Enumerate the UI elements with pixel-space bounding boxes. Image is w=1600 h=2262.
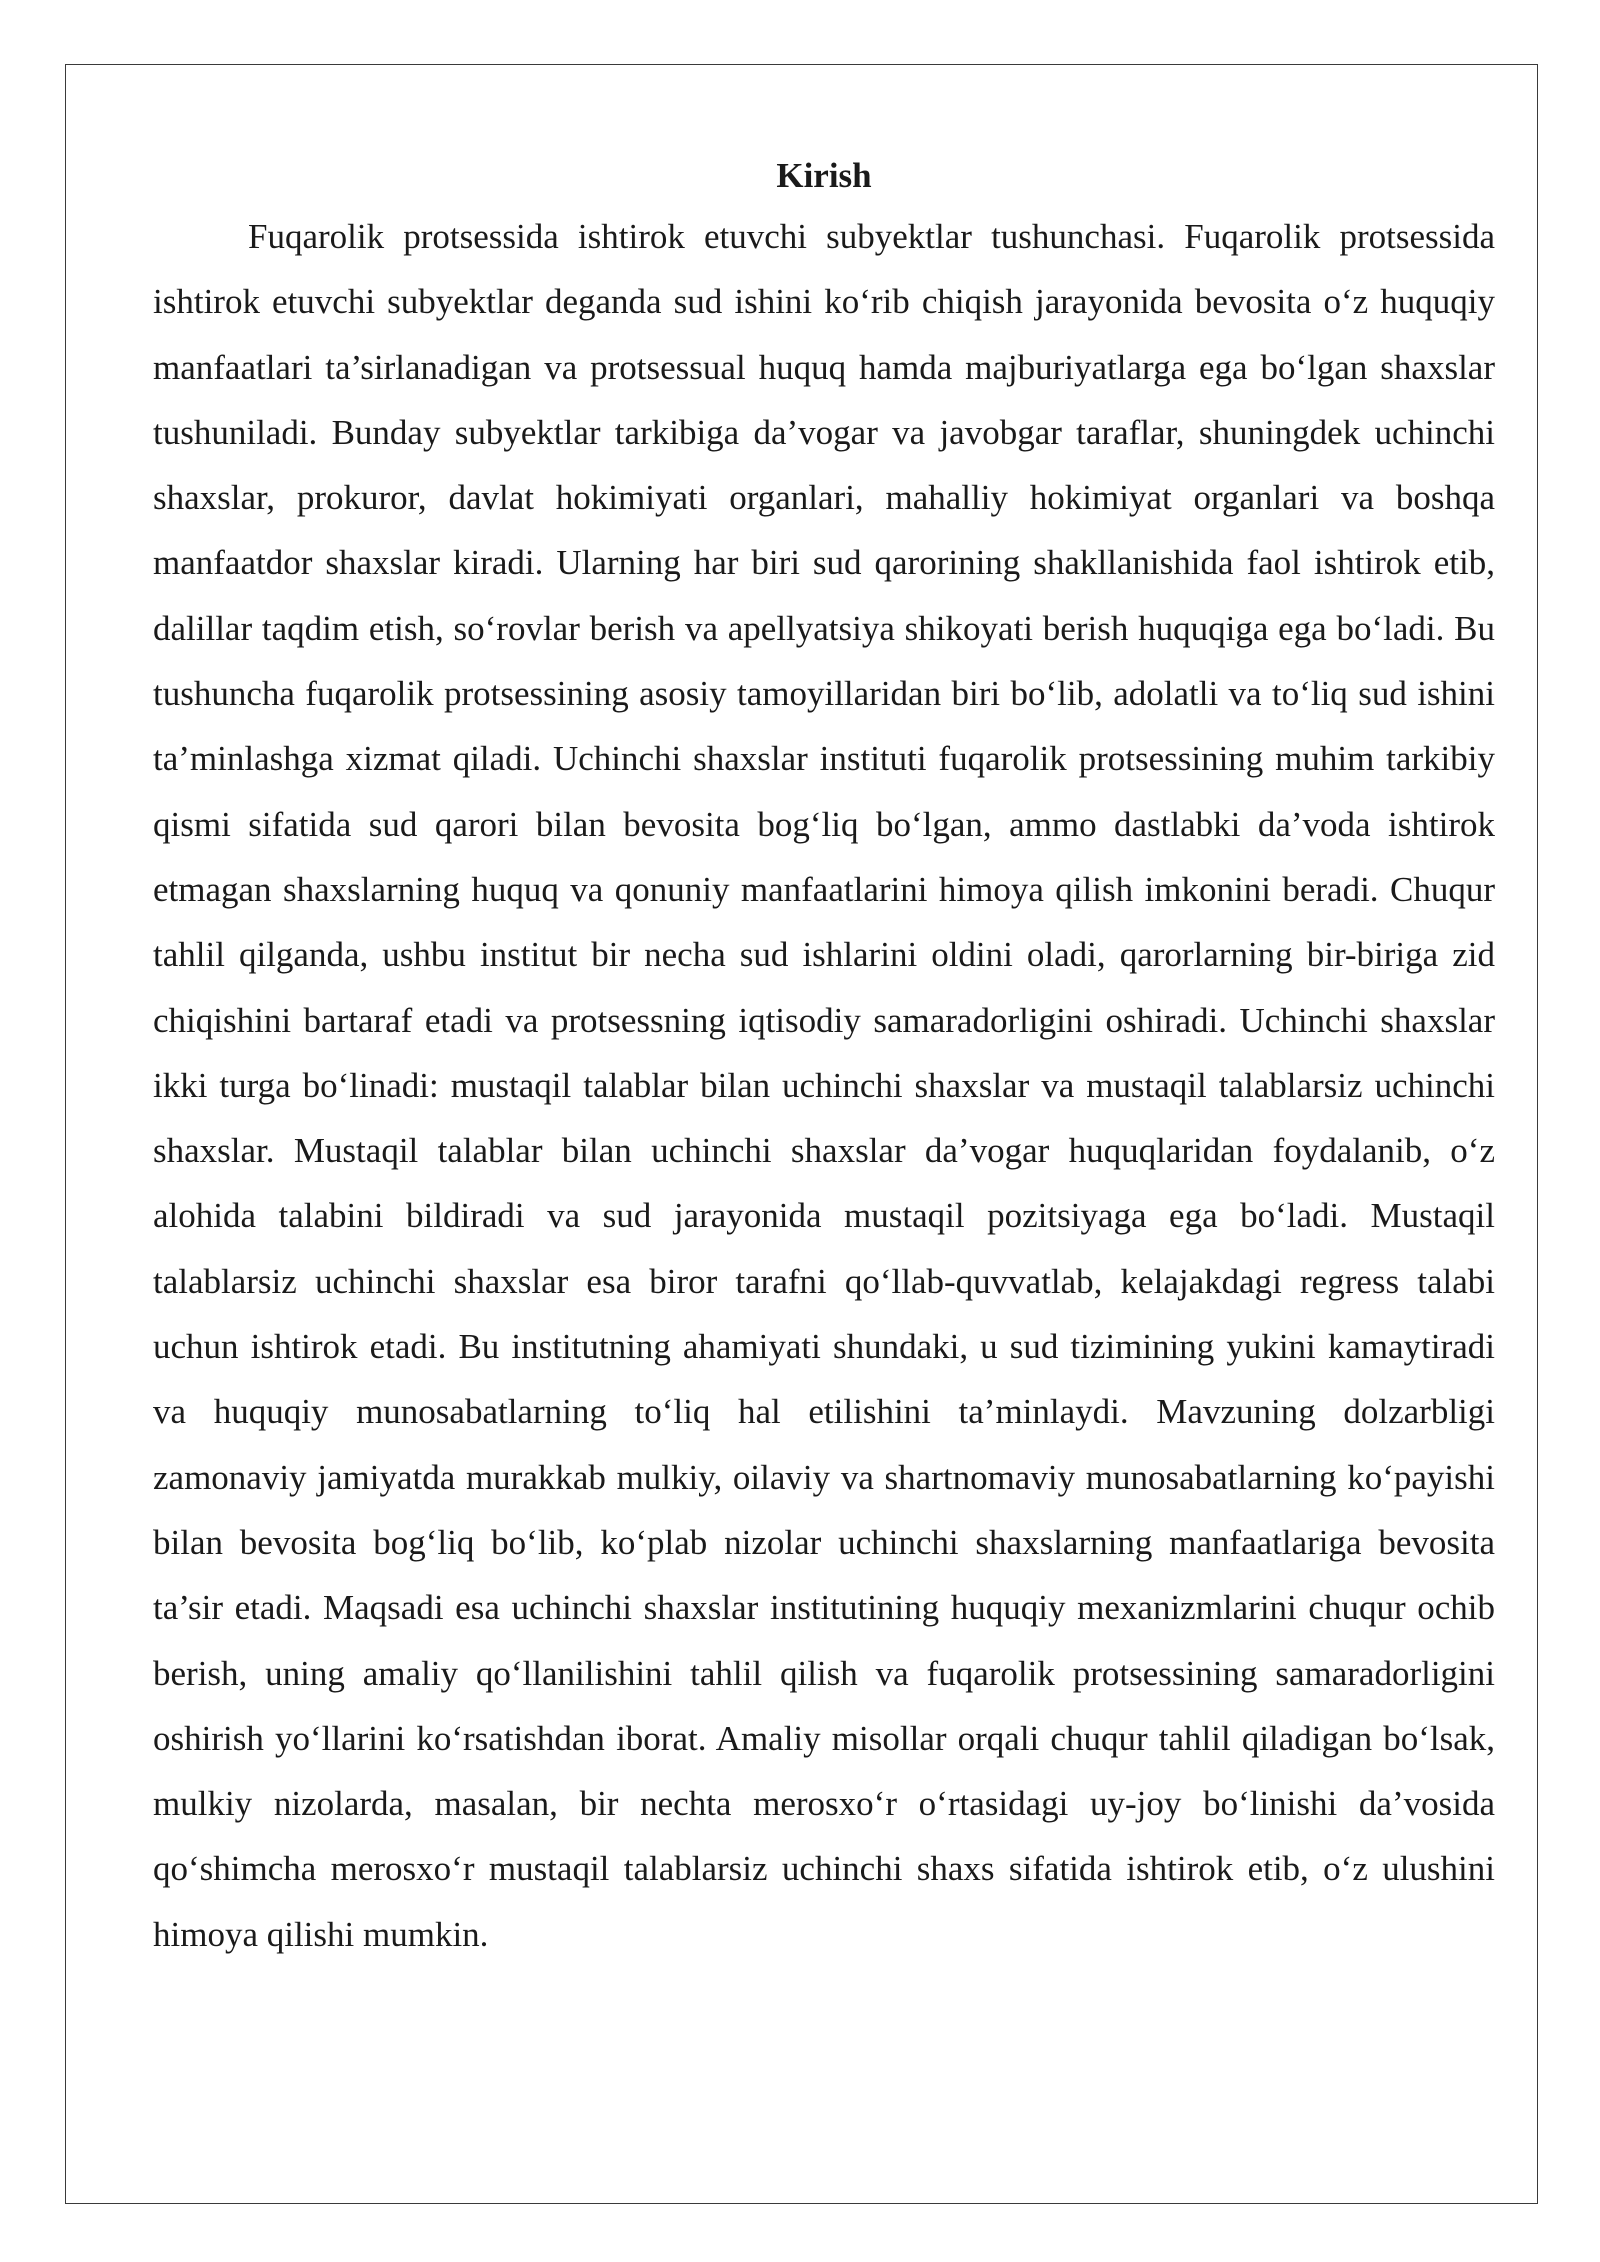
document-content xyxy=(153,148,1495,1967)
section-title: Kirish xyxy=(776,156,872,195)
body-paragraph: Fuqarolik protsessida ishtirok etuvchi subyektlar tushunchasi. Fuqarolik protsessida ishtirok etuvchi subyektlar deganda sud ishini ko‘rib chiqish jarayonida bevosita o‘z huquqiy manfaatlari ta’sirlanadigan va protsessual huquq hamda majburiyatlarga ega bo‘lgan shaxslar tushuniladi. Bunday subyektlar tarkibiga da’vogar va javobgar taraflar, shuningdek uchinchi shaxslar, prokuror, davlat hokimiyati organlari, mahalliy hokimiyat organlari va boshqa manfaatdor shaxslar kiradi. Ularning har biri sud qarorining shakllanishida faol ishtirok etib, dalillar taqdim etish, so‘rovlar berish va apellyatsiya shikoyati berish huquqiga ega bo‘ladi. Bu tushuncha fuqarolik protsessining asosiy tamoyillaridan biri bo‘lib, adolatli va to‘liq sud ishini ta’minlashga xizmat qiladi. Uchinchi shaxslar instituti fuqarolik protsessining muhim tarkibiy qismi sifatida sud qarori bilan bevosita bog‘liq bo‘lgan, ammo dastlabki da’voda ishtirok etmagan shaxslarning huquq va qonuniy manfaatlarini himoya qilish imkonini beradi. Chuqur tahlil qilganda, ushbu institut bir necha sud ishlarini oldini oladi, qarorlarning bir-biriga zid chiqishini bartaraf etadi va protsessning iqtisodiy samaradorligini oshiradi. Uchinchi shaxslar ikki turga bo‘linadi: mustaqil talablar bilan uchinchi shaxslar va mustaqil talablarsiz uchinchi shaxslar. Mustaqil talablar bilan uchinchi shaxslar da’vogar huquqlaridan foydalanib, o‘z alohida talabini bildiradi va sud jarayonida mustaqil pozitsiyaga ega bo‘ladi. Mustaqil talablarsiz uchinchi shaxslar esa biror tarafni qo‘llab-quvvatlab, kelajakdagi regress talabi uchun ishtirok etadi. Bu institutning ahamiyati shundaki, u sud tizimining yukini kamaytiradi va huquqiy munosabatlarning to‘liq hal etilishini ta’minlaydi. Mavzuning dolzarbligi zamonaviy jamiyatda murakkab mulkiy, oilaviy va shartnomaviy munosabatlarning ko‘payishi bilan bevosita bog‘liq bo‘lib, ko‘plab nizolar uchinchi shaxslarning manfaatlariga bevosita ta’sir etadi. Maqsadi esa uchinchi shaxslar institutining huquqiy mexanizmlarini chuqur ochib berish, uning amaliy qo‘llanilishini tahlil qilish va fuqarolik protsessining samaradorligini oshirish yo‘llarini ko‘rsatishdan iborat. Amaliy misollar orqali chuqur tahlil qiladigan bo‘lsak, mulkiy nizolarda, masalan, bir nechta merosxo‘r o‘rtasidagi uy-joy bo‘linishi da’vosida qo‘shimcha merosxo‘r mustaqil talablarsiz uchinchi shaxs sifatida ishtirok etib, o‘z ulushini himoya qilishi mumkin. xyxy=(153,217,1495,1954)
